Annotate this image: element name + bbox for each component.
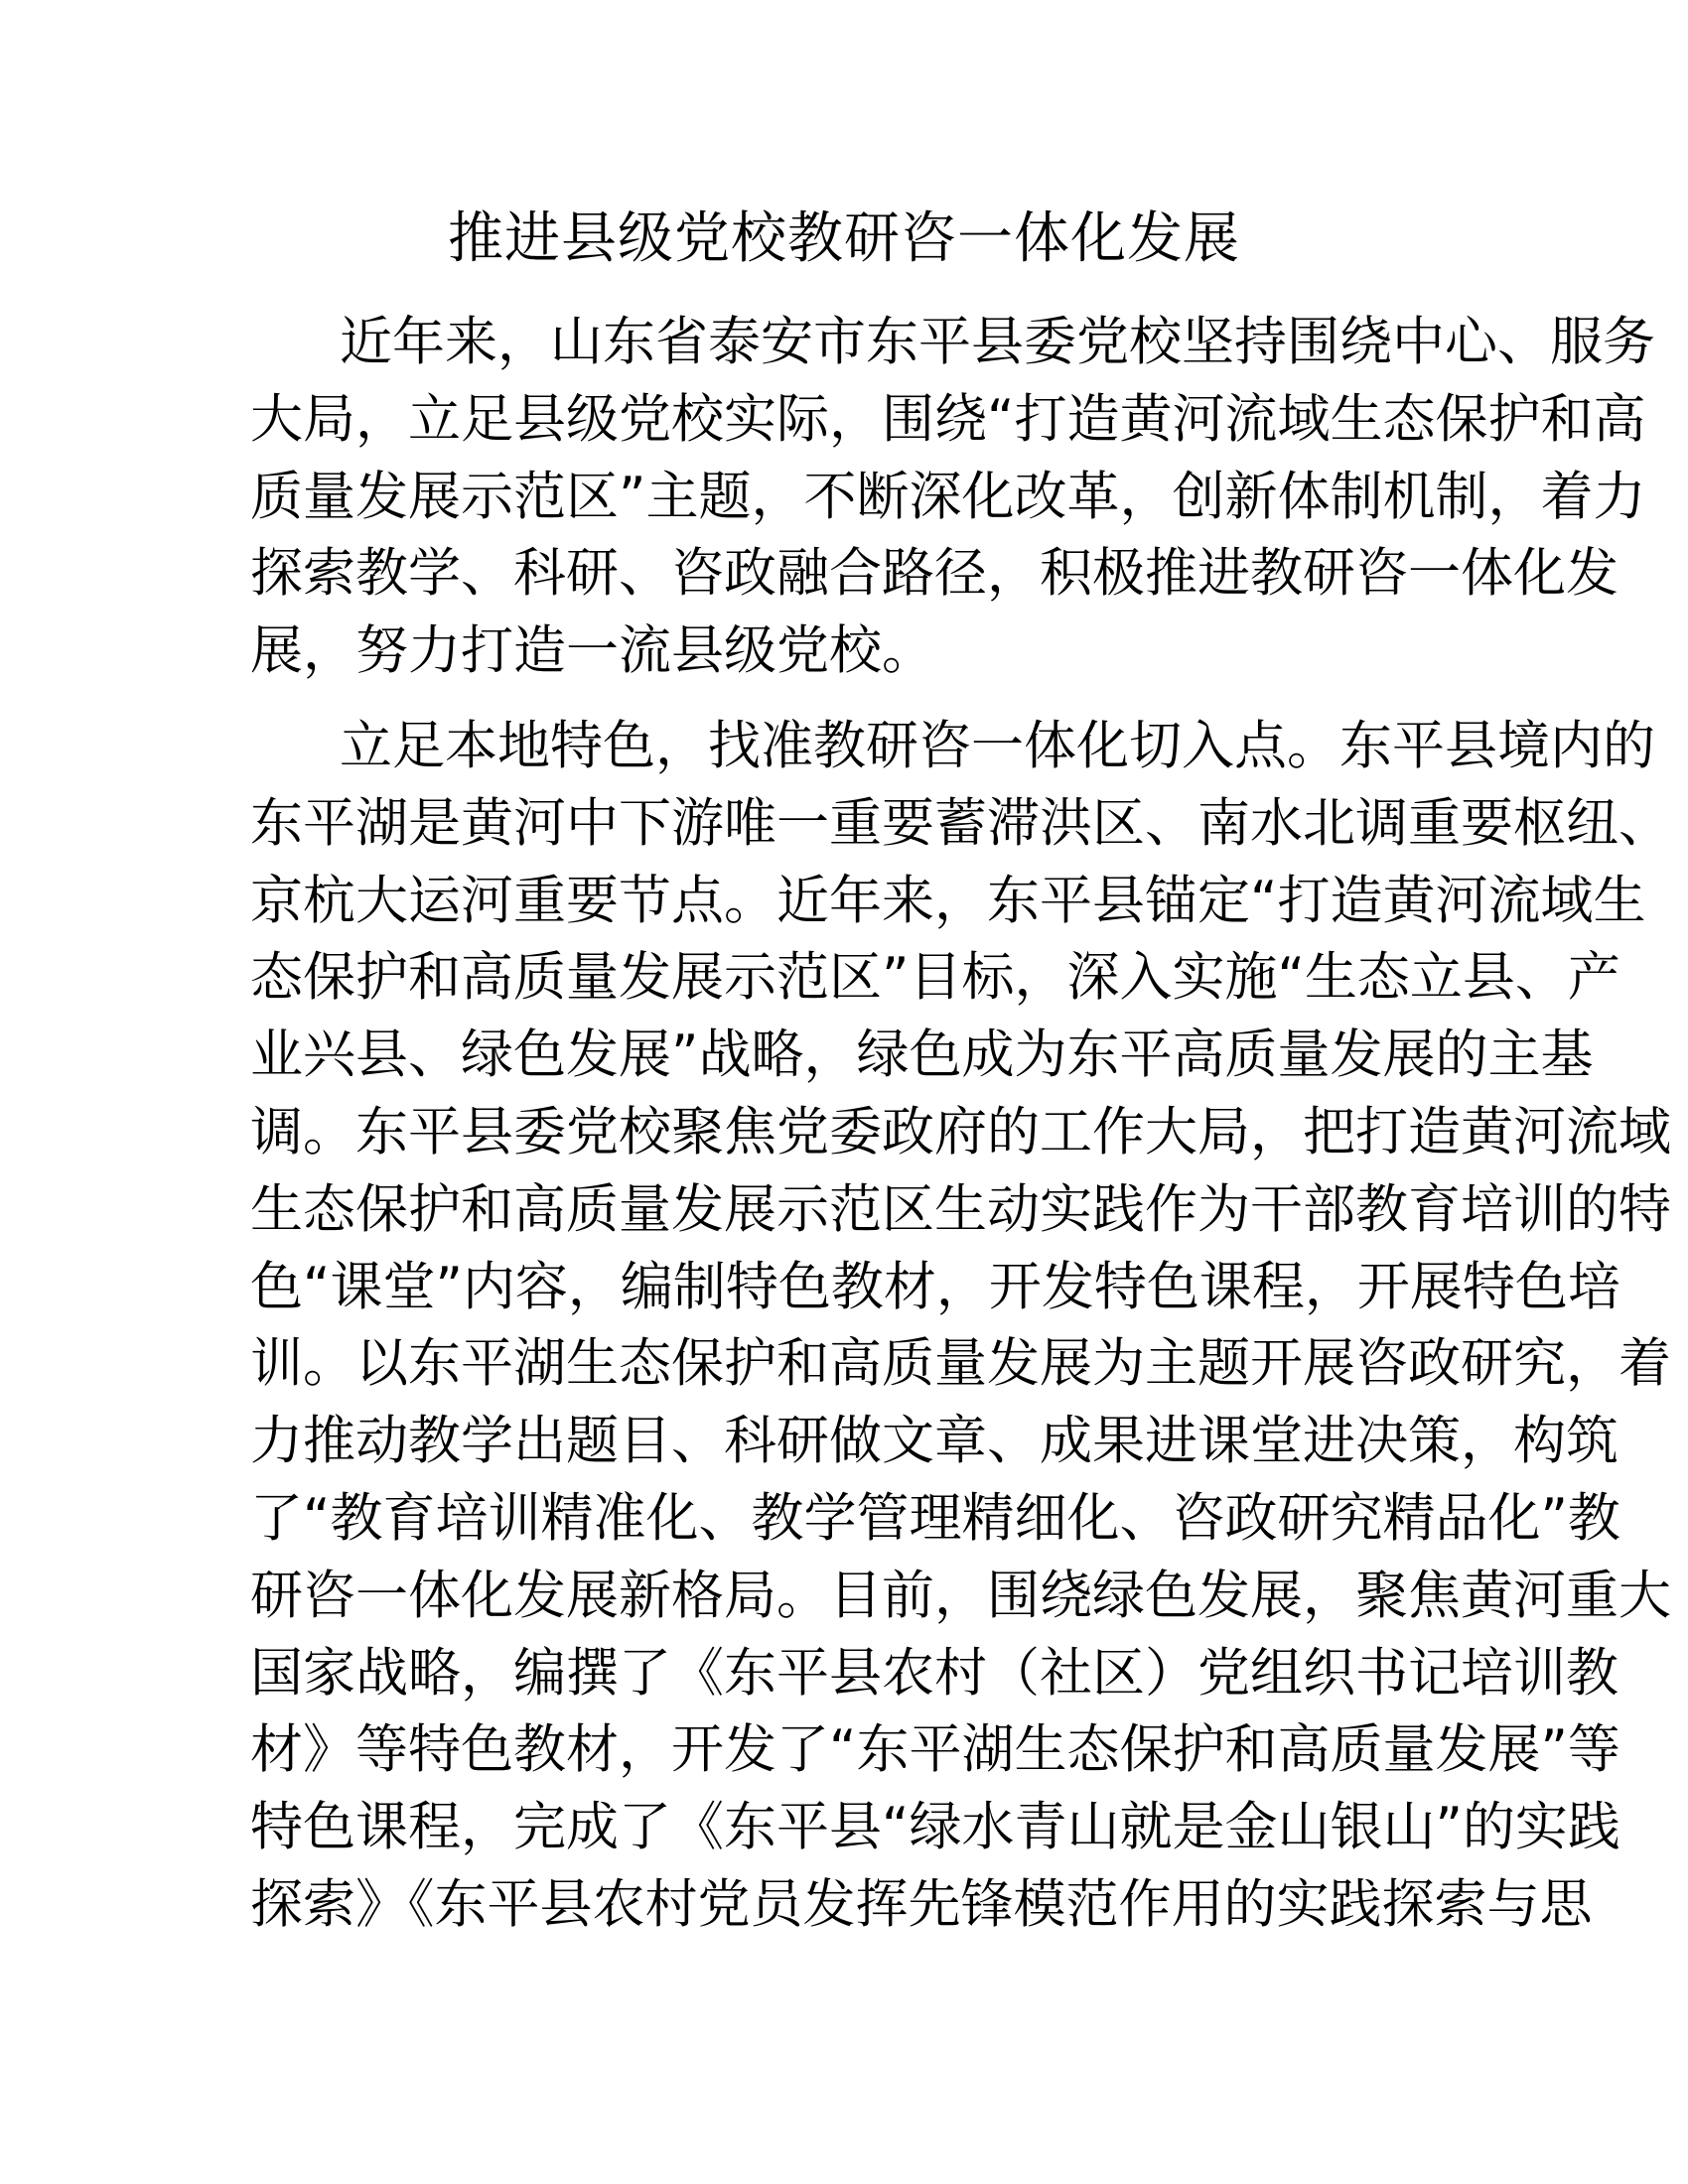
text-line: 京杭大运河重要节点。近年来，东平县锚定“打造黄河流域生: [250, 870, 1646, 931]
text-line: 近年来，山东省泰安市东平县委党校坚持围绕中心、服务: [340, 312, 1655, 372]
text-line: 东平湖是黄河中下游唯一重要蓄滞洪区、南水北调重要枢纽、: [250, 792, 1671, 854]
paragraph-2: [250, 708, 1671, 1944]
text-line: 特色课程，完成了《东平县“绿水青山就是金山银山”的实践: [250, 1797, 1620, 1858]
text-line: 展，努力打造一流县级党校。: [250, 620, 934, 682]
paragraph-1: [250, 304, 1655, 690]
text-line: 力推动教学出题目、科研做文章、成果进课堂进决策，构筑: [250, 1411, 1618, 1472]
text-line: 立足本地特色，找准教研咨一体化切入点。东平县境内的: [340, 716, 1655, 776]
text-line: 生态保护和高质量发展示范区生动实践作为干部教育培训的特: [250, 1178, 1671, 1240]
text-line: 色“课堂”内容，编制特色教材，开发特色课程，开展特色培: [250, 1256, 1620, 1317]
text-line: 业兴县、绿色发展”战略，绿色成为东平高质量发展的主基: [250, 1024, 1594, 1086]
text-line: 训。以东平湖生态保护和高质量发展为主题开展咨政研究，着: [250, 1333, 1671, 1395]
document-title: 推进县级党校教研咨一体化发展: [448, 206, 1240, 271]
text-line: 大局，立足县级党校实际，围绕“打造黄河流域生态保护和高: [250, 388, 1646, 450]
text-line: 了“教育培训精准化、教学管理精细化、咨政研究精品化”教: [250, 1487, 1620, 1549]
text-line: 材》等特色教材，开发了“东平湖生态保护和高质量发展”等: [250, 1719, 1620, 1781]
text-line: 质量发展示范区”主题，不断深化改革，创新体制机制，着力: [250, 466, 1646, 527]
text-line: 调。东平县委党校聚焦党委政府的工作大局，把打造黄河流域: [250, 1101, 1671, 1162]
text-line: 探索教学、科研、咨政融合路径，积极推进教研咨一体化发: [250, 543, 1618, 605]
text-line: 研咨一体化发展新格局。目前，围绕绿色发展，聚焦黄河重大: [250, 1565, 1671, 1626]
text-line: 国家战略，编撰了《东平县农村（社区）党组织书记培训教: [250, 1642, 1618, 1704]
text-line: 态保护和高质量发展示范区”目标，深入实施“生态立县、产: [250, 947, 1620, 1009]
text-line: 探索》《东平县农村党员发挥先锋模范作用的实践探索与思: [250, 1873, 1593, 1935]
